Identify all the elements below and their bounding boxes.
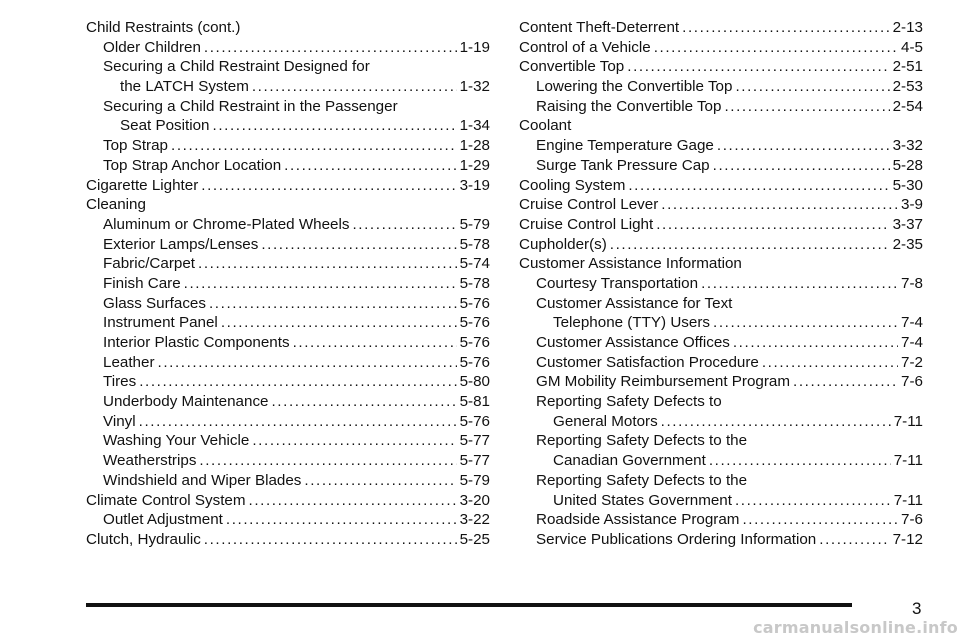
- index-entry-label: Weatherstrips: [103, 452, 197, 470]
- dot-leader: [184, 274, 457, 294]
- index-entry: [519, 156, 923, 176]
- index-entry-label: Washing Your Vehicle: [103, 432, 250, 450]
- index-entry-page: 1-28: [459, 137, 490, 155]
- index-entry-label: Cruise Control Light: [519, 215, 654, 233]
- index-entry: [519, 510, 923, 530]
- index-entry-label: Service Publications Ordering Information: [536, 530, 817, 548]
- index-entry-label: Customer Assistance for Text: [536, 294, 733, 312]
- index-entry: [519, 18, 923, 38]
- index-entry: [519, 372, 923, 392]
- index-entry-label: GM Mobility Reimbursement Program: [536, 373, 791, 391]
- index-entry-page: 7-11: [893, 491, 923, 509]
- index-entry-page: 1-34: [459, 117, 490, 135]
- dot-leader: [661, 412, 891, 432]
- dot-leader: [284, 156, 456, 176]
- index-entry: [519, 38, 923, 58]
- dot-leader: [713, 313, 898, 333]
- dot-leader: [654, 38, 898, 58]
- index-entry: [519, 530, 923, 550]
- index-entry-label: Climate Control System: [86, 491, 246, 509]
- index-entry-page: 5-76: [459, 294, 490, 312]
- dot-leader: [252, 431, 456, 451]
- dot-leader: [682, 18, 889, 38]
- index-entry-label: Customer Assistance Offices: [536, 334, 730, 351]
- index-entry: [86, 136, 490, 156]
- index-entry-label: Reporting Safety Defects to the: [536, 432, 748, 450]
- index-entry-page: 7-11: [893, 412, 923, 430]
- index-entry-label: Customer Assistance Information: [519, 255, 742, 273]
- dot-leader: [213, 116, 457, 136]
- footer-rule: [86, 603, 852, 607]
- index-entry-page: 5-30: [892, 176, 923, 194]
- index-entry: [86, 77, 490, 97]
- index-entry: [86, 235, 490, 255]
- index-entry-label: Securing a Child Restraint Designed for: [103, 58, 370, 76]
- index-entry-page: 3-22: [459, 511, 490, 529]
- index-entry: [519, 235, 923, 255]
- index-entry: [519, 77, 923, 97]
- index-entry-label: Vinyl: [103, 412, 136, 430]
- index-entry-page: 7-12: [892, 530, 923, 548]
- index-entry-label: Clutch, Hydraulic: [86, 530, 201, 548]
- dot-leader: [226, 510, 457, 530]
- index-entry-label: Convertible Top: [519, 58, 625, 76]
- index-entry-page: 5-76: [459, 353, 490, 371]
- index-entry: [519, 116, 923, 136]
- dot-leader: [252, 77, 457, 97]
- dot-leader: [628, 176, 889, 196]
- index-entry-page: 5-79: [459, 471, 490, 489]
- index-entry-page: 5-77: [459, 432, 490, 450]
- index-entry: [86, 116, 490, 136]
- index-entry: [86, 215, 490, 235]
- index-entry: [86, 254, 490, 274]
- index-entry-label: Outlet Adjustment: [103, 511, 223, 529]
- index-entry: [86, 392, 490, 412]
- index-entry-label: Instrument Panel: [103, 314, 218, 332]
- index-entry-label: Seat Position: [120, 117, 210, 135]
- index-entry: [86, 274, 490, 294]
- dot-leader: [158, 353, 457, 373]
- dot-leader: [793, 372, 898, 392]
- index-entry-page: 7-4: [901, 314, 923, 332]
- index-entry: [519, 392, 923, 412]
- index-entry-label: Customer Satisfaction Procedure: [536, 353, 759, 371]
- index-entry: [86, 431, 490, 451]
- index-entry: [86, 530, 490, 550]
- dot-leader: [198, 254, 457, 274]
- index-entry-page: 5-81: [459, 393, 490, 411]
- index-entry-label: General Motors: [553, 412, 658, 430]
- index-entry-label: Windshield and Wiper Blades: [103, 471, 302, 489]
- index-entry-label: Control of a Vehicle: [519, 38, 651, 56]
- index-entry-page: 4-5: [901, 38, 923, 56]
- index-entry: [519, 333, 923, 353]
- index-entry-label: Reporting Safety Defects to the: [536, 471, 748, 489]
- index-entry-page: 5-76: [459, 412, 490, 430]
- dot-leader: [209, 294, 457, 314]
- index-entry-page: 7-8: [901, 274, 923, 292]
- index-entry-label: Finish Care: [103, 274, 181, 292]
- dot-leader: [171, 136, 457, 156]
- index-entry-page: 7-6: [901, 511, 923, 529]
- index-entry: [519, 176, 923, 196]
- index-entry-label: the LATCH System: [120, 78, 249, 96]
- index-entry-page: 3-9: [901, 196, 923, 214]
- index-entry-page: 2-54: [892, 97, 923, 115]
- index-entry: [519, 195, 923, 215]
- dot-leader: [713, 156, 890, 176]
- index-entry: [86, 491, 490, 511]
- index-entry-page: 3-37: [892, 215, 923, 233]
- index-entry: [86, 57, 490, 77]
- dot-leader: [204, 530, 457, 550]
- index-entry-label: Interior Plastic Components: [103, 334, 290, 351]
- index-entry: [86, 195, 490, 215]
- index-entry-label: Raising the Convertible Top: [536, 97, 722, 115]
- dot-leader: [610, 235, 890, 255]
- index-entry: [86, 176, 490, 196]
- dot-leader: [304, 471, 456, 491]
- dot-leader: [742, 510, 898, 530]
- index-entry-page: 3-20: [459, 491, 490, 509]
- index-entry-label: Reporting Safety Defects to: [536, 393, 722, 411]
- index-entry: [86, 353, 490, 373]
- index-entry: [86, 451, 490, 471]
- index-entry-page: 5-25: [459, 530, 490, 548]
- index-entry: [86, 412, 490, 432]
- dot-leader: [709, 451, 891, 471]
- index-entry: [519, 471, 923, 491]
- index-entry-label: Glass Surfaces: [103, 294, 206, 312]
- index-entry-page: 1-19: [459, 38, 490, 56]
- index-entry-page: 7-2: [901, 353, 923, 371]
- dot-leader: [717, 136, 890, 156]
- index-entry-label: Cupholder(s): [519, 235, 607, 253]
- index-entry-page: 5-76: [459, 314, 490, 332]
- dot-leader: [293, 333, 457, 353]
- index-entry-label: Child Restraints (cont.): [86, 19, 241, 36]
- dot-leader: [271, 392, 456, 412]
- index-entry-page: 2-35: [892, 235, 923, 253]
- index-entry-label: Telephone (TTY) Users: [553, 314, 710, 332]
- dot-leader: [201, 176, 456, 196]
- index-entry: [86, 18, 490, 38]
- index-entry-label: Top Strap: [103, 137, 169, 155]
- index-entry: [519, 313, 923, 333]
- index-entry-page: 5-78: [459, 235, 490, 253]
- dot-leader: [733, 333, 898, 353]
- dot-leader: [762, 353, 898, 373]
- index-entry-page: 2-53: [892, 78, 923, 96]
- index-entry: [86, 38, 490, 58]
- index-entry-label: Top Strap Anchor Location: [103, 156, 282, 174]
- index-entry-page: 2-13: [892, 19, 923, 36]
- page-number: 3: [912, 599, 922, 618]
- dot-leader: [735, 77, 889, 97]
- index-column-right: [519, 18, 923, 550]
- index-entry-label: Surge Tank Pressure Cap: [536, 156, 710, 174]
- index-entry-label: Cigarette Lighter: [86, 176, 199, 194]
- index-entry-label: Engine Temperature Gage: [536, 137, 714, 155]
- index-entry: [519, 254, 923, 274]
- dot-leader: [249, 491, 457, 511]
- index-entry: [519, 353, 923, 373]
- index-entry-page: 1-29: [459, 156, 490, 174]
- index-entry-page: 5-28: [892, 156, 923, 174]
- dot-leader: [261, 235, 456, 255]
- index-entry-page: 3-32: [892, 137, 923, 155]
- index-entry-label: Securing a Child Restraint in the Passenger: [103, 97, 398, 115]
- index-entry: [519, 412, 923, 432]
- index-entry-page: 5-80: [459, 373, 490, 391]
- index-entry-label: Leather: [103, 353, 155, 371]
- index-entry-page: 3-19: [459, 176, 490, 194]
- index-entry-page: 7-6: [901, 373, 923, 391]
- index-entry-label: Coolant: [519, 117, 572, 135]
- index-entry-label: Roadside Assistance Program: [536, 511, 740, 529]
- dot-leader: [139, 372, 456, 392]
- index-entry-label: Aluminum or Chrome-Plated Wheels: [103, 215, 350, 233]
- index-entry-page: 5-78: [459, 274, 490, 292]
- index-entry-page: 7-4: [901, 334, 923, 351]
- index-entry: [86, 372, 490, 392]
- index-entry: [86, 510, 490, 530]
- index-entry-label: United States Government: [553, 491, 732, 509]
- dot-leader: [139, 412, 457, 432]
- index-entry: [519, 491, 923, 511]
- dot-leader: [701, 274, 898, 294]
- index-entry: [86, 294, 490, 314]
- index-entry-label: Underbody Maintenance: [103, 393, 269, 411]
- index-entry: [86, 471, 490, 491]
- dot-leader: [199, 451, 456, 471]
- index-entry-page: 5-79: [459, 215, 490, 233]
- dot-leader: [656, 215, 889, 235]
- dot-leader: [352, 215, 456, 235]
- dot-leader: [661, 195, 898, 215]
- index-entry-label: Canadian Government: [553, 452, 706, 470]
- index-entry-label: Courtesy Transportation: [536, 274, 699, 292]
- index-entry: [519, 215, 923, 235]
- index-entry: [519, 57, 923, 77]
- dot-leader: [724, 97, 889, 117]
- dot-leader: [735, 491, 891, 511]
- index-entry-label: Older Children: [103, 38, 201, 56]
- index-entry: [519, 97, 923, 117]
- index-entry: [86, 333, 490, 353]
- index-entry: [519, 136, 923, 156]
- index-entry-label: Cruise Control Lever: [519, 196, 659, 214]
- index-entry-page: 5-74: [459, 255, 490, 273]
- index-entry: [86, 97, 490, 117]
- index-entry-page: 5-77: [459, 452, 490, 470]
- dot-leader: [221, 313, 457, 333]
- index-entry-label: Tires: [103, 373, 137, 391]
- index-entry-label: Content Theft-Deterrent: [519, 19, 680, 36]
- index-entry: [519, 431, 923, 451]
- index-entry-label: Exterior Lamps/Lenses: [103, 235, 259, 253]
- index-column-left: [86, 18, 490, 550]
- dot-leader: [819, 530, 889, 550]
- index-entry-page: 2-51: [892, 58, 923, 76]
- index-entry-page: 5-76: [459, 334, 490, 351]
- dot-leader: [627, 57, 889, 77]
- index-entry: [86, 313, 490, 333]
- index-entry: [519, 274, 923, 294]
- index-entry-label: Fabric/Carpet: [103, 255, 196, 273]
- watermark-text: carmanualsonline.info: [753, 618, 958, 637]
- index-entry-label: Cooling System: [519, 176, 626, 194]
- index-entry: [86, 156, 490, 176]
- index-entry: [519, 294, 923, 314]
- index-entry-page: 7-11: [893, 452, 923, 470]
- index-entry-label: Cleaning: [86, 196, 146, 214]
- index-entry-label: Lowering the Convertible Top: [536, 78, 733, 96]
- index-entry-page: 1-32: [459, 78, 490, 96]
- index-entry: [519, 451, 923, 471]
- dot-leader: [204, 38, 457, 58]
